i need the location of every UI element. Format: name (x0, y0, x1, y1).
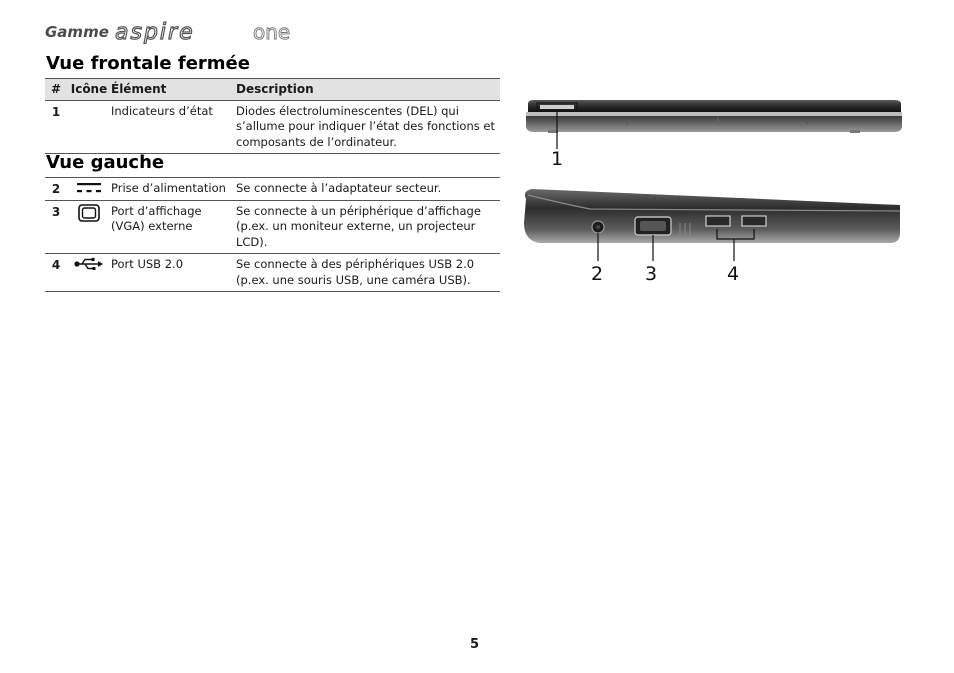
dc-power-icon (76, 181, 102, 195)
row-description: Se connecte à un périphérique d’affichage (p.ex. un moniteur externe, un projecteur LCD). (236, 200, 500, 254)
row-icon (67, 100, 111, 154)
aspire-one-logo (113, 20, 303, 44)
row-element: Port d’affichage (VGA) externe (111, 200, 236, 254)
left-view-table (45, 177, 500, 292)
page-number: 5 (470, 637, 480, 652)
row-num: 4 (45, 254, 67, 292)
table-row (45, 100, 500, 154)
header-icon: Icône (67, 79, 111, 101)
row-element: Indicateurs d’état (111, 100, 236, 154)
row-description: Diodes électroluminescentes (DEL) qui s’allume pour indiquer l’état des fonctions et composants de l’ordinateur. (236, 100, 500, 154)
row-description: Se connecte à l’adaptateur secteur. (236, 178, 500, 201)
row-element: Prise d’alimentation (111, 178, 236, 201)
row-num: 1 (45, 100, 67, 154)
section-title-left: Vue gauche (46, 152, 165, 173)
row-num: 2 (45, 178, 67, 201)
callout-1: 1 (551, 148, 564, 170)
vga-display-icon (78, 204, 100, 222)
header-description: Description (236, 79, 500, 101)
brand-text: aspire (115, 20, 195, 44)
laptop-left-view-illustration (520, 183, 905, 268)
brand-suffix-text: one (253, 20, 291, 44)
table-row (45, 178, 500, 201)
callout-3: 3 (645, 263, 658, 285)
row-description: Se connecte à des périphériques USB 2.0 (p.ex. une souris USB, une caméra USB). (236, 254, 500, 292)
table-header-row (45, 79, 500, 101)
front-view-table (45, 78, 500, 154)
callout-4: 4 (727, 263, 740, 285)
series-label: Gamme (45, 23, 109, 41)
usb-icon (74, 257, 104, 271)
row-num: 3 (45, 200, 67, 254)
laptop-front-view-illustration (520, 96, 905, 176)
header-element: Élément (111, 79, 236, 101)
row-element: Port USB 2.0 (111, 254, 236, 292)
table-row (45, 254, 500, 292)
header-num: # (45, 79, 67, 101)
table-row (45, 200, 500, 254)
section-title-front: Vue frontale fermée (46, 53, 250, 74)
callout-2: 2 (591, 263, 604, 285)
